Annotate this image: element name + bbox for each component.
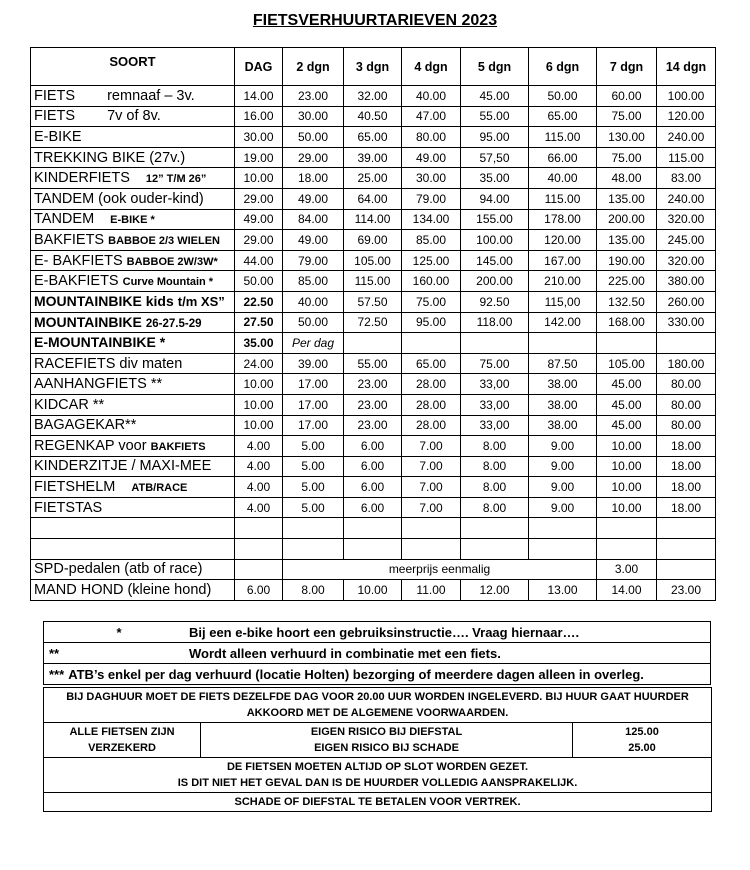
price-cell: 115.00 [529, 127, 597, 148]
price-cell: 11.00 [402, 580, 461, 601]
item-name: TANDEM (ook ouder-kind) [31, 188, 235, 209]
price-cell: 17.00 [283, 415, 344, 436]
price-cell: 30.00 [283, 106, 344, 127]
price-cell: 85.00 [402, 230, 461, 251]
price-cell: 320.00 [657, 250, 716, 271]
price-cell: 10.00 [235, 168, 283, 189]
price-cell: 28.00 [402, 415, 461, 436]
price-cell: 245.00 [657, 230, 716, 251]
empty-row [31, 518, 716, 539]
item-name: MOUNTAINBIKE 26-27.5-29 [31, 312, 235, 333]
price-cell: 8.00 [461, 456, 529, 477]
price-cell: 7.00 [402, 436, 461, 457]
price-cell: 142.00 [529, 312, 597, 333]
table-row [31, 147, 716, 168]
price-cell: 75.00 [597, 106, 657, 127]
price-cell: 14.00 [597, 580, 657, 601]
price-cell: 200.00 [461, 271, 529, 292]
price-cell: 18.00 [283, 168, 344, 189]
item-name: E-MOUNTAINBIKE * [31, 333, 235, 354]
note-row [44, 664, 711, 685]
price-cell: 50.00 [283, 127, 344, 148]
price-cell: 13.00 [529, 580, 597, 601]
price-cell: 168.00 [597, 312, 657, 333]
own-risk-text: EIGEN RISICO BIJ DIEFSTAL EIGEN RISICO BIJ SCHADE [201, 723, 573, 758]
price-cell: 80.00 [657, 415, 716, 436]
price-cell: 49.00 [235, 209, 283, 230]
price-cell [657, 333, 716, 354]
item-name: RACEFIETS div maten [31, 353, 235, 374]
price-cell: 200.00 [597, 209, 657, 230]
price-cell: 60.00 [597, 86, 657, 107]
price-cell: 80.00 [657, 394, 716, 415]
price-cell: 49.00 [283, 188, 344, 209]
note-text: ATB’s enkel per dag verhuurd (locatie Holten) bezorging of meerdere dagen alleen in overleg. [68, 666, 644, 682]
item-name: SPD-pedalen (atb of race) [31, 559, 235, 580]
price-cell: 57.50 [344, 291, 402, 312]
price-cell: 44.00 [235, 250, 283, 271]
price-cell: 120.00 [529, 230, 597, 251]
price-cell: 114.00 [344, 209, 402, 230]
header-dag: DAG [235, 48, 283, 86]
price-cell: 10.00 [235, 374, 283, 395]
note-mark: ** [49, 645, 60, 661]
price-cell: 45.00 [597, 374, 657, 395]
price-cell: 155.00 [461, 209, 529, 230]
item-name: FIETSTAS [31, 497, 235, 518]
price-cell: 39.00 [283, 353, 344, 374]
price-cell: 105.00 [597, 353, 657, 374]
price-cell: 105.00 [344, 250, 402, 271]
price-cell: 7.00 [402, 497, 461, 518]
table-row [31, 374, 716, 395]
price-cell: 118.00 [461, 312, 529, 333]
table-row [31, 209, 716, 230]
price-cell: 10.00 [597, 456, 657, 477]
price-cell [529, 333, 597, 354]
price-cell: 100.00 [657, 86, 716, 107]
price-cell: 23.00 [344, 415, 402, 436]
price-cell: 8.00 [283, 580, 344, 601]
price-cell: 55.00 [344, 353, 402, 374]
price-cell: 260.00 [657, 291, 716, 312]
price-cell: 120.00 [657, 106, 716, 127]
price-cell: 115.00 [344, 271, 402, 292]
item-name: BAGAGEKAR** [31, 415, 235, 436]
price-cell: 28.00 [402, 374, 461, 395]
price-cell: 4.00 [235, 456, 283, 477]
header-3-dgn: 3 dgn [344, 48, 402, 86]
price-cell: 38.00 [529, 374, 597, 395]
price-cell: 27.50 [235, 312, 283, 333]
price-cell: Per dag [283, 333, 344, 354]
price-cell: 75.00 [597, 147, 657, 168]
price-cell: 30.00 [235, 127, 283, 148]
price-cell: 83.00 [657, 168, 716, 189]
price-cell: 125.00 [402, 250, 461, 271]
price-cell: 22.50 [235, 291, 283, 312]
table-row [31, 415, 716, 436]
note-row [44, 643, 711, 664]
price-cell: 5.00 [283, 477, 344, 498]
item-name: TANDEM E-BIKE * [31, 209, 235, 230]
price-cell: 79.00 [402, 188, 461, 209]
price-cell: 38.00 [529, 394, 597, 415]
price-cell: 23.00 [344, 394, 402, 415]
price-cell: 17.00 [283, 394, 344, 415]
table-row [31, 456, 716, 477]
price-cell: 18.00 [657, 436, 716, 457]
price-cell: 40.50 [344, 106, 402, 127]
price-cell: 10.00 [235, 415, 283, 436]
price-cell: 64.00 [344, 188, 402, 209]
price-cell: 6.00 [344, 436, 402, 457]
price-cell: 55.00 [461, 106, 529, 127]
price-cell: 33,00 [461, 394, 529, 415]
price-cell: 39.00 [344, 147, 402, 168]
price-cell: 49.00 [402, 147, 461, 168]
price-cell: 167.00 [529, 250, 597, 271]
terms-table [43, 687, 712, 812]
price-cell [402, 333, 461, 354]
price-cell: 80.00 [402, 127, 461, 148]
price-cell: 94.00 [461, 188, 529, 209]
price-cell: 18.00 [657, 456, 716, 477]
table-row [31, 477, 716, 498]
table-row [31, 291, 716, 312]
price-cell: 240.00 [657, 127, 716, 148]
price-cell: 16.00 [235, 106, 283, 127]
item-name: AANHANGFIETS ** [31, 374, 235, 395]
price-cell: 380.00 [657, 271, 716, 292]
lock-rule-text: DE FIETSEN MOETEN ALTIJD OP SLOT WORDEN GEZET. IS DIT NIET HET GEVAL DAN IS DE HUURDER VOLLEDIG AANSPRAKELIJK. [44, 758, 712, 793]
price-cell: 45.00 [597, 394, 657, 415]
price-cell: 115.00 [657, 147, 716, 168]
price-cell: 25.00 [344, 168, 402, 189]
table-row [31, 127, 716, 148]
price-cell: 190.00 [597, 250, 657, 271]
table-row [31, 333, 716, 354]
price-cell: 45.00 [461, 86, 529, 107]
table-row [31, 230, 716, 251]
price-table [30, 47, 716, 601]
table-row [31, 106, 716, 127]
payment-rule-text: SCHADE OF DIEFSTAL TE BETALEN VOOR VERTREK. [44, 793, 712, 812]
price-cell: 225.00 [597, 271, 657, 292]
insured-text: ALLE FIETSEN ZIJN VERZEKERD [44, 723, 201, 758]
price-cell: 33,00 [461, 415, 529, 436]
price-cell: 132.50 [597, 291, 657, 312]
table-row [31, 580, 716, 601]
price-cell: 180.00 [657, 353, 716, 374]
price-cell: 5.00 [283, 436, 344, 457]
table-row [31, 353, 716, 374]
price-cell: 10.00 [344, 580, 402, 601]
price-cell: 18.00 [657, 477, 716, 498]
table-row [31, 312, 716, 333]
price-cell: 92.50 [461, 291, 529, 312]
table-row [31, 271, 716, 292]
price-cell: 6.00 [344, 497, 402, 518]
price-cell: 10.00 [597, 497, 657, 518]
price-cell: 7.00 [402, 477, 461, 498]
item-name: FIETS remnaaf – 3v. [31, 86, 235, 107]
price-cell: 50.00 [529, 86, 597, 107]
page-title: FIETSVERHUURTARIEVEN 2023 [252, 12, 498, 29]
header-2-dgn: 2 dgn [283, 48, 344, 86]
price-cell: 4.00 [235, 436, 283, 457]
price-cell: 320.00 [657, 209, 716, 230]
price-cell: 87.50 [529, 353, 597, 374]
table-row [31, 250, 716, 271]
price-cell: 9.00 [529, 436, 597, 457]
price-cell: 3.00 [597, 559, 657, 580]
price-cell: 6.00 [344, 456, 402, 477]
price-cell: 240.00 [657, 188, 716, 209]
price-cell: 50.00 [235, 271, 283, 292]
price-cell: 65.00 [344, 127, 402, 148]
price-cell: 5.00 [283, 456, 344, 477]
price-cell: 75.00 [461, 353, 529, 374]
price-cell: 45.00 [597, 415, 657, 436]
price-cell: 14.00 [235, 86, 283, 107]
price-cell: 48.00 [597, 168, 657, 189]
price-cell: 135.00 [597, 188, 657, 209]
header-4-dgn: 4 dgn [402, 48, 461, 86]
price-cell: 6.00 [235, 580, 283, 601]
table-row [31, 559, 716, 580]
price-cell: 65.00 [529, 106, 597, 127]
price-cell [344, 333, 402, 354]
item-name: BAKFIETS BABBOE 2/3 WIELEN [31, 230, 235, 251]
price-cell: 17.00 [283, 374, 344, 395]
price-cell: 8.00 [461, 497, 529, 518]
header-soort: SOORT [31, 48, 235, 86]
item-name: REGENKAP voor BAKFIETS [31, 436, 235, 457]
header-6-dgn: 6 dgn [529, 48, 597, 86]
price-cell: 24.00 [235, 353, 283, 374]
price-cell: 6.00 [344, 477, 402, 498]
item-name: E-BAKFIETS Curve Mountain * [31, 271, 235, 292]
price-cell: 145.00 [461, 250, 529, 271]
item-name: E-BIKE [31, 127, 235, 148]
price-cell: 19.00 [235, 147, 283, 168]
price-cell: 8.00 [461, 436, 529, 457]
price-cell: 5.00 [283, 497, 344, 518]
item-name: E- BAKFIETS BABBOE 2W/3W* [31, 250, 235, 271]
price-cell: 115.00 [529, 188, 597, 209]
price-cell: 4.00 [235, 477, 283, 498]
price-cell: 85.00 [283, 271, 344, 292]
price-cell: 40.00 [402, 86, 461, 107]
price-cell: 8.00 [461, 477, 529, 498]
price-cell: 10.00 [597, 477, 657, 498]
note-mark: *** [49, 666, 65, 682]
price-cell: 23.00 [283, 86, 344, 107]
price-cell: 80.00 [657, 374, 716, 395]
item-name: KIDCAR ** [31, 394, 235, 415]
price-cell: 29.00 [235, 230, 283, 251]
price-cell: 38.00 [529, 415, 597, 436]
price-cell: 72.50 [344, 312, 402, 333]
price-cell: 160.00 [402, 271, 461, 292]
note-row [44, 622, 711, 643]
price-cell: 79.00 [283, 250, 344, 271]
note-mark: * [116, 624, 122, 640]
price-cell: 330.00 [657, 312, 716, 333]
item-name: FIETS 7v of 8v. [31, 106, 235, 127]
price-cell [597, 333, 657, 354]
price-cell: 4.00 [235, 497, 283, 518]
own-risk-amounts: 125.00 25.00 [573, 723, 712, 758]
price-cell: 30.00 [402, 168, 461, 189]
price-cell: 9.00 [529, 477, 597, 498]
table-row [31, 168, 716, 189]
price-cell: 7.00 [402, 456, 461, 477]
price-cell: 49.00 [283, 230, 344, 251]
price-cell: 33,00 [461, 374, 529, 395]
price-cell: 115,00 [529, 291, 597, 312]
table-row [31, 497, 716, 518]
price-cell: 50.00 [283, 312, 344, 333]
price-cell: 134.00 [402, 209, 461, 230]
table-row [31, 188, 716, 209]
price-cell: 130.00 [597, 127, 657, 148]
price-cell: 84.00 [283, 209, 344, 230]
price-cell: 178.00 [529, 209, 597, 230]
price-cell: 69.00 [344, 230, 402, 251]
price-cell: 12.00 [461, 580, 529, 601]
table-row [31, 436, 716, 457]
price-cell: 10.00 [235, 394, 283, 415]
table-row [31, 86, 716, 107]
item-name: MOUNTAINBIKE kids t/m XS” [31, 291, 235, 312]
price-cell: 9.00 [529, 497, 597, 518]
price-cell: 95.00 [402, 312, 461, 333]
price-cell: 57,50 [461, 147, 529, 168]
spd-note: meerprijs eenmalig [283, 559, 597, 580]
price-cell: 23.00 [344, 374, 402, 395]
item-name: KINDERZITJE / MAXI-MEE [31, 456, 235, 477]
price-cell: 40.00 [529, 168, 597, 189]
header-row [31, 48, 716, 86]
price-cell: 47.00 [402, 106, 461, 127]
price-cell: 28.00 [402, 394, 461, 415]
header-7-dgn: 7 dgn [597, 48, 657, 86]
price-cell: 23.00 [657, 580, 716, 601]
price-cell: 35.00 [235, 333, 283, 354]
price-cell: 66.00 [529, 147, 597, 168]
price-cell: 32.00 [344, 86, 402, 107]
price-cell: 40.00 [283, 291, 344, 312]
price-cell: 95.00 [461, 127, 529, 148]
item-name: FIETSHELM ATB/RACE [31, 477, 235, 498]
price-cell: 65.00 [402, 353, 461, 374]
note-text: Bij een e-bike hoort een gebruiksinstructie…. Vraag hiernaar…. [189, 624, 580, 640]
empty-row [31, 539, 716, 560]
price-cell: 35.00 [461, 168, 529, 189]
note-text: Wordt alleen verhuurd in combinatie met een fiets. [189, 645, 501, 661]
price-cell: 29.00 [235, 188, 283, 209]
price-cell: 10.00 [597, 436, 657, 457]
item-name: MAND HOND (kleine hond) [31, 580, 235, 601]
header-14-dgn: 14 dgn [657, 48, 716, 86]
price-cell: 100.00 [461, 230, 529, 251]
price-cell: 9.00 [529, 456, 597, 477]
header-5-dgn: 5 dgn [461, 48, 529, 86]
price-cell: 135.00 [597, 230, 657, 251]
item-name: KINDERFIETS 12” T/M 26” [31, 168, 235, 189]
daily-rule-text: BIJ DAGHUUR MOET DE FIETS DEZELFDE DAG VOOR 20.00 UUR WORDEN INGELEVERD. BIJ HUUR GAAT HUURDER AKKOORD MET DE ALGEMENE VOORWAARDEN. [44, 688, 712, 723]
price-cell: 29.00 [283, 147, 344, 168]
price-cell [461, 333, 529, 354]
notes-table [43, 621, 711, 685]
price-cell: 210.00 [529, 271, 597, 292]
table-row [31, 394, 716, 415]
item-name: TREKKING BIKE (27v.) [31, 147, 235, 168]
price-cell: 75.00 [402, 291, 461, 312]
price-cell: 18.00 [657, 497, 716, 518]
